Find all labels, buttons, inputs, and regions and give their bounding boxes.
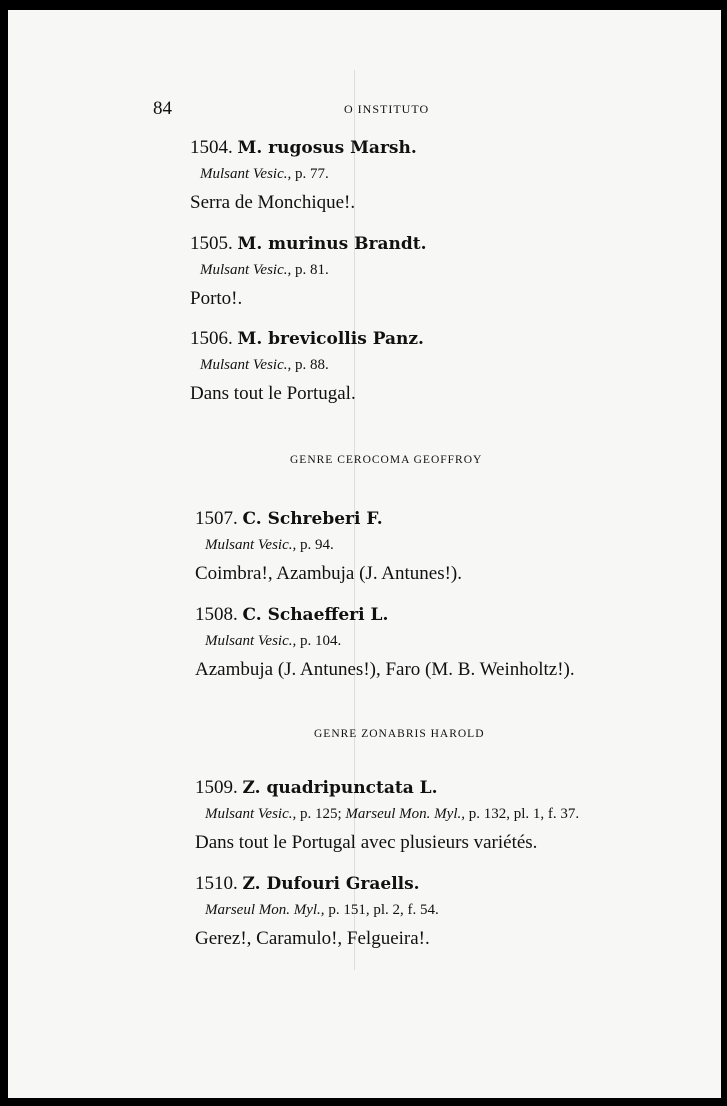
species-name: M. murinus Brandt. <box>237 234 427 254</box>
species-number: 1504. <box>190 137 233 158</box>
species-reference <box>200 260 426 280</box>
species-entry <box>195 507 462 586</box>
species-locality: Gerez!, Caramulo!, Felgueira!. <box>195 928 430 949</box>
species-name: C. Schreberi F. <box>242 509 383 529</box>
species-name: C. Schaefferi L. <box>242 605 389 625</box>
species-number: 1505. <box>190 233 233 254</box>
reference-page: p. 104. <box>296 633 342 649</box>
species-number: 1509. <box>195 777 238 798</box>
reference-source: Mulsant Vesic., <box>205 806 297 822</box>
species-entry <box>195 872 439 951</box>
species-name: Z. Dufouri Graells. <box>242 874 420 894</box>
reference-page: p. 81. <box>291 262 329 278</box>
species-title <box>190 136 417 160</box>
species-locality: Coimbra!, Azambuja (J. Antunes!). <box>195 563 463 584</box>
reference-source: Mulsant Vesic., <box>200 357 292 373</box>
reference-source-2: Marseul Mon. Myl., <box>345 806 465 822</box>
species-locality: Dans tout le Portugal. <box>190 383 356 404</box>
reference-page: p. 77. <box>291 166 329 182</box>
species-reference <box>200 164 417 184</box>
species-reference <box>205 900 439 920</box>
species-title <box>195 776 579 800</box>
reference-page: p. 88. <box>291 357 329 373</box>
species-number: 1510. <box>195 873 238 894</box>
genre-heading: GENRE ZONABRIS HAROLD <box>314 728 485 740</box>
reference-page: p. 125; <box>296 806 346 822</box>
species-locality: Porto!. <box>190 288 243 309</box>
reference-source: Mulsant Vesic., <box>200 262 292 278</box>
reference-source: Mulsant Vesic., <box>205 537 297 553</box>
species-reference <box>205 804 579 824</box>
species-title <box>190 232 426 256</box>
species-reference <box>205 631 575 651</box>
species-entry <box>190 232 426 311</box>
reference-page-2: p. 132, pl. 1, f. 37. <box>464 806 580 822</box>
species-name: M. rugosus Marsh. <box>237 138 417 158</box>
book-page <box>8 10 721 1098</box>
reference-source: Mulsant Vesic., <box>205 633 297 649</box>
species-name: Z. quadripunctata L. <box>242 778 438 798</box>
species-entry <box>190 327 424 406</box>
species-title <box>195 507 462 531</box>
page-number: 84 <box>153 98 172 119</box>
species-title <box>190 327 424 351</box>
species-entry <box>195 603 575 682</box>
reference-page: p. 151, pl. 2, f. 54. <box>324 902 439 918</box>
reference-source: Mulsant Vesic., <box>200 166 292 182</box>
species-name: M. brevicollis Panz. <box>237 329 424 349</box>
species-locality: Serra de Monchique!. <box>190 192 356 213</box>
species-reference <box>205 535 462 555</box>
species-number: 1507. <box>195 508 238 529</box>
genre-heading: GENRE CEROCOMA GEOFFROY <box>290 454 483 466</box>
species-entry <box>195 776 579 855</box>
reference-page: p. 94. <box>296 537 334 553</box>
reference-source: Marseul Mon. Myl., <box>205 902 325 918</box>
species-title <box>195 603 575 627</box>
species-locality: Azambuja (J. Antunes!), Faro (M. B. Weinholtz!). <box>195 659 575 680</box>
species-number: 1506. <box>190 328 233 349</box>
running-head: O INSTITUTO <box>344 102 430 116</box>
species-locality: Dans tout le Portugal avec plusieurs variétés. <box>195 832 538 853</box>
species-number: 1508. <box>195 604 238 625</box>
species-reference <box>200 355 424 375</box>
species-entry <box>190 136 417 215</box>
page-header <box>8 98 721 122</box>
species-title <box>195 872 439 896</box>
